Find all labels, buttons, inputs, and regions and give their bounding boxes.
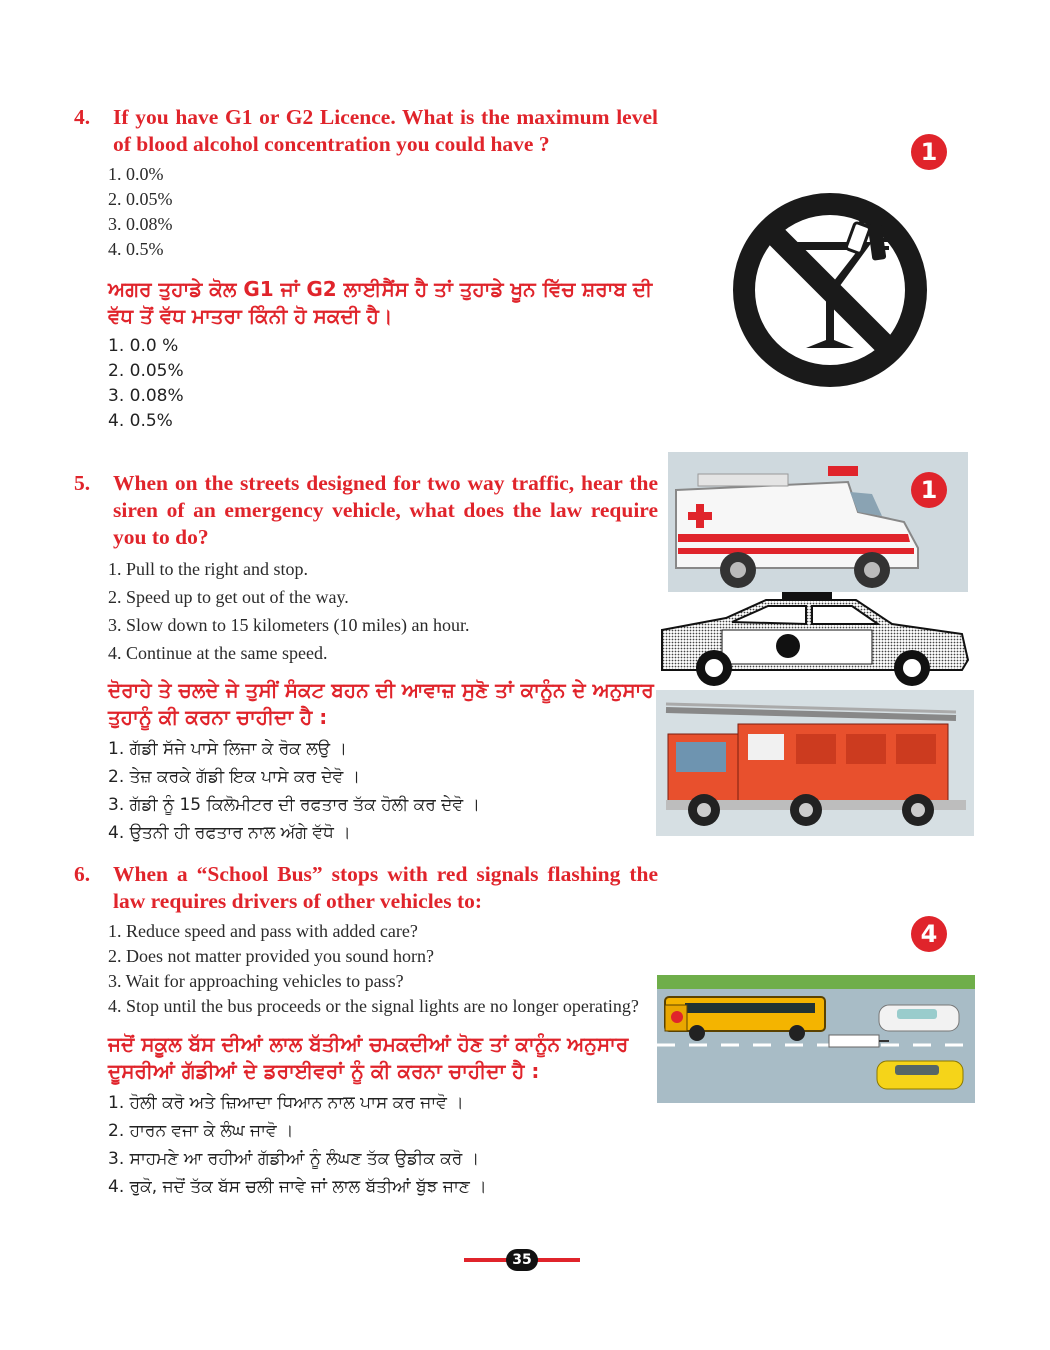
question-number: 5. (74, 471, 91, 495)
option: 1. Reduce speed and pass with added care? (108, 921, 418, 941)
option: 1. ਹੋਲੀ ਕਰੋ ਅਤੇ ਜ਼ਿਆਦਾ ਧਿਆਨ ਨਾਲ ਪਾਸ ਕਰ ਜਾਵੋ । (108, 1093, 464, 1113)
option: 4. Stop until the bus proceeds or the signal lights are no longer operating? (108, 996, 639, 1016)
question-number: 4. (74, 105, 91, 129)
option: 4. ਉਤਨੀ ਹੀ ਰਫਤਾਰ ਨਾਲ ਅੱਗੇ ਵੱਧੋ । (108, 823, 351, 843)
option: 2. 0.05% (108, 361, 184, 381)
answer-badge-6: 4 (911, 916, 947, 952)
option: 3. Wait for approaching vehicles to pass? (108, 971, 404, 991)
option: 1. 0.0 % (108, 336, 179, 356)
no-drinking-driving-icon (730, 190, 930, 390)
option: 3. 0.08% (108, 386, 184, 406)
option: 2. ਹਾਰਨ ਵਜਾ ਕੇ ਲੰਘ ਜਾਵੋ । (108, 1121, 294, 1141)
option: 1. 0.0% (108, 164, 164, 184)
option: 4. Continue at the same speed. (108, 643, 328, 663)
question-4 (74, 104, 658, 434)
question-5 (74, 470, 658, 847)
question-text-en: When on the streets designed for two way traffic, hear the siren of an emergency vehicle, what does the law require you to do? (113, 471, 658, 549)
question-text-en: If you have G1 or G2 Licence. What is the maximum level of blood alcohol concentration you could have ? (113, 105, 658, 156)
option: 2. ਤੇਜ਼ ਕਰਕੇ ਗੱਡੀ ਇਕ ਪਾਸੇ ਕਰ ਦੇਵੋ । (108, 767, 361, 787)
option: 4. 0.5% (108, 239, 164, 259)
page-number: 35 (512, 1252, 532, 1268)
options-en (74, 919, 658, 1019)
option: 1. Pull to the right and stop. (108, 559, 308, 579)
option: 2. 0.05% (108, 189, 173, 209)
option: 1. ਗੱਡੀ ਸੱਜੇ ਪਾਸੇ ਲਿਜਾ ਕੇ ਰੋਕ ਲਉ । (108, 739, 347, 759)
question-text-pa: ਅਗਰ ਤੁਹਾਡੇ ਕੋਲ G1 ਜਾਂ G2 ਲਾਈਸੈਂਸ ਹੈ ਤਾਂ ਤੁਹਾਡੇ ਖੂਨ ਵਿੱਚ ਸ਼ਰਾਬ ਦੀ ਵੱਧ ਤੋਂ ਵੱਧ ਮਾਤਰਾ ਕਿੰਨੀ ਹੋ ਸਕਦੀ ਹੈ। (108, 277, 653, 328)
option: 4. ਰੁਕੋ, ਜਦੋਂ ਤੱਕ ਬੱਸ ਚਲੀ ਜਾਵੇ ਜਾਂ ਲਾਲ ਬੱਤੀਆਂ ਬੁੱਝ ਜਾਣ । (108, 1177, 487, 1197)
option: 2. Does not matter provided you sound horn? (108, 946, 434, 966)
options-pa (74, 735, 658, 847)
fire-truck-icon (656, 690, 974, 836)
option: 4. 0.5% (108, 411, 173, 431)
question-text-pa: ਜਦੋਂ ਸਕੂਲ ਬੱਸ ਦੀਆਂ ਲਾਲ ਬੱਤੀਆਂ ਚਮਕਦੀਆਂ ਹੋਣ ਤਾਂ ਕਾਨੂੰਨ ਅਨੁਸਾਰ ਦੂਸਰੀਆਂ ਗੱਡੀਆਂ ਦੇ ਡਰਾਈਵਰਾਂ ਨੂੰ ਕੀ ਕਰਨਾ ਚਾਹੀਦਾ ਹੈ : (108, 1032, 629, 1083)
police-car-icon (656, 590, 972, 690)
answer-badge-5: 1 (911, 472, 947, 508)
answer-badge-4: 1 (911, 134, 947, 170)
option: 3. 0.08% (108, 214, 173, 234)
question-text-pa: ਦੋਰਾਹੇ ਤੇ ਚਲਦੇ ਜੇ ਤੁਸੀਂ ਸੰਕਟ ਬਹਨ ਦੀ ਆਵਾਜ਼ ਸੁਣੋ ਤਾਂ ਕਾਨੂੰਨ ਦੇ ਅਨੁਸਾਰ ਤੁਹਾਨੂੰ ਕੀ ਕਰਨਾ ਚਾਹੀਦਾ ਹੈ : (108, 678, 654, 729)
option: 3. ਸਾਹਮਣੇ ਆ ਰਹੀਆਂ ਗੱਡੀਆਂ ਨੂੰ ਲੰਘਣ ਤੱਕ ਉਡੀਕ ਕਰੋ । (108, 1149, 480, 1169)
option: 3. ਗੱਡੀ ਨੂੰ 15 ਕਿਲੋਮੀਟਰ ਦੀ ਰਫਤਾਰ ਤੱਕ ਹੋਲੀ ਕਰ ਦੇਵੋ । (108, 795, 480, 815)
options-pa (74, 1089, 658, 1201)
options-en (74, 162, 658, 262)
options-en (74, 555, 658, 667)
options-pa (74, 334, 658, 434)
option: 2. Speed up to get out of the way. (108, 587, 349, 607)
question-number: 6. (74, 862, 91, 886)
school-bus-road-icon (657, 975, 975, 1103)
question-text-en: When a “School Bus” stops with red signals flashing the law requires drivers of other vehicles to: (113, 862, 658, 913)
question-6 (74, 861, 658, 1201)
option: 3. Slow down to 15 kilometers (10 miles) an hour. (108, 615, 470, 635)
